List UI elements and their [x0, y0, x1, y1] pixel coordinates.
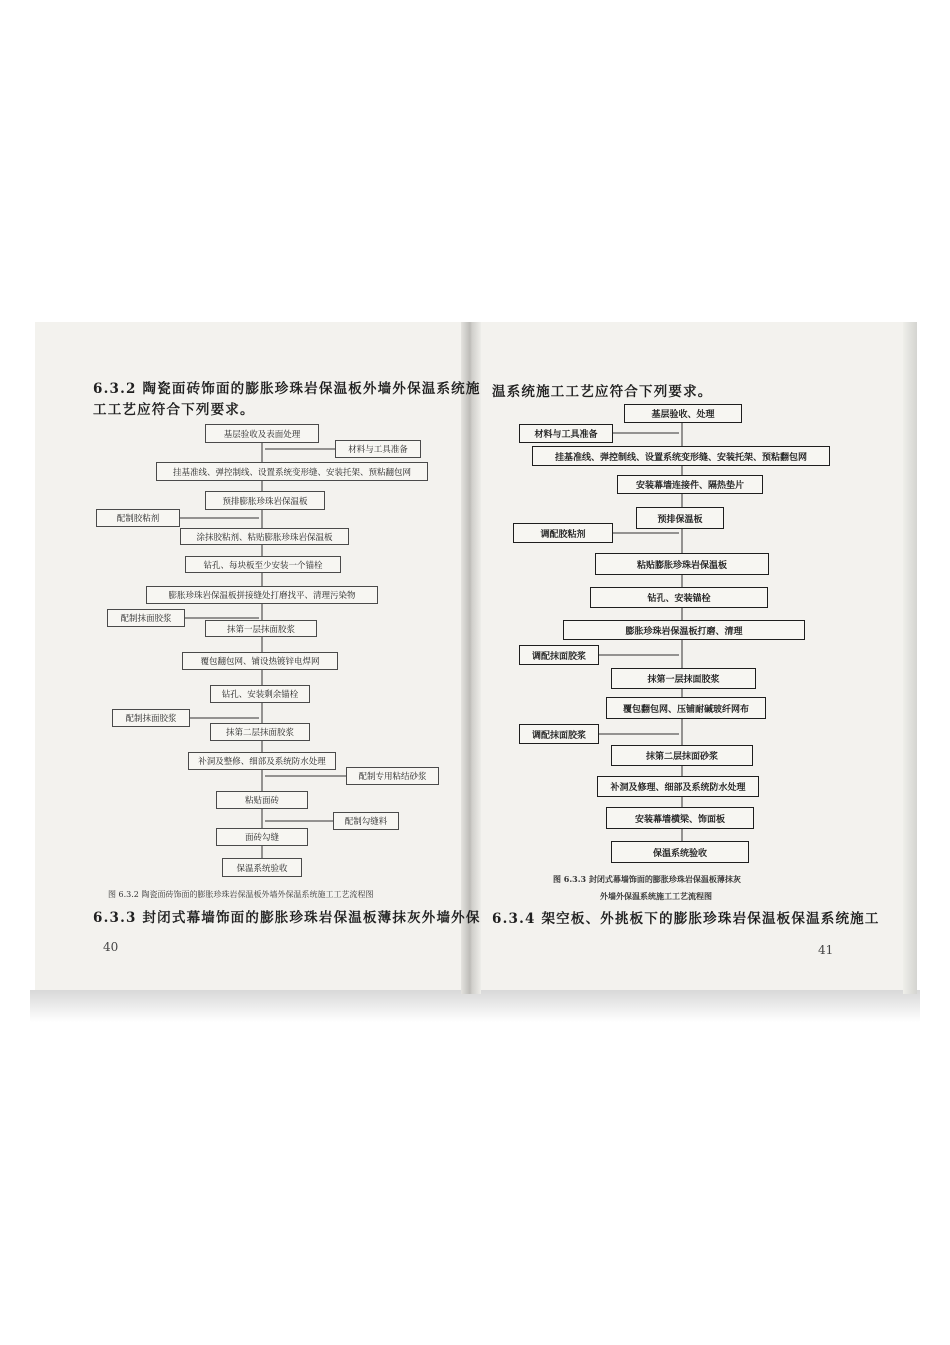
- left-step-repair-waterproof: 补洞及整修、细部及系统防水处理: [188, 752, 336, 770]
- section-heading-6-3-3: 6.3.3 封闭式幕墙饰面的膨胀珍珠岩保温板薄抹灰外墙外保: [93, 910, 481, 926]
- section-heading-6-3-3-cont: 温系统施工工艺应符合下列要求。: [492, 384, 713, 400]
- left-side-mix-tile-mortar: 配制专用粘结砂浆: [346, 767, 439, 785]
- right-step-install-connectors: 安装幕墙连接件、隔热垫片: [617, 475, 763, 494]
- section-heading-6-3-2-cont: 工工艺应符合下列要求。: [93, 402, 255, 418]
- left-step-baseline-setup: 挂基准线、弹控制线、设置系统变形缝、安装托架、预粘翻包网: [156, 462, 428, 481]
- left-step-first-coat: 抹第一层抹面胶浆: [205, 620, 317, 637]
- left-side-mix-grout: 配制勾缝料: [333, 812, 399, 830]
- left-step-wrap-mesh: 覆包翻包网、铺设热镀锌电焊网: [182, 652, 338, 670]
- right-step-wrap-mesh: 覆包翻包网、压铺耐碱玻纤网布: [606, 697, 766, 719]
- left-step-second-coat: 抹第二层抹面胶浆: [210, 723, 310, 741]
- right-step-baseline-setup: 挂基准线、弹控制线、设置系统变形缝、安装托架、预粘翻包网: [532, 446, 830, 466]
- right-step-final-acceptance: 保温系统验收: [611, 841, 749, 863]
- left-step-grout-tiles: 面砖勾缝: [216, 828, 308, 846]
- left-step-sand-joints: 膨胀珍珠岩保温板拼接缝处打磨找平、清理污染物: [146, 586, 378, 604]
- page-number-right: 41: [818, 943, 834, 957]
- left-step-drill-anchor: 钻孔、每块板至少安装一个锚栓: [185, 556, 341, 573]
- right-step-sand-clean: 膨胀珍珠岩保温板打磨、清理: [563, 620, 805, 640]
- left-side-mix-plaster-1: 配制抹面胶浆: [107, 609, 185, 627]
- right-step-repair-waterproof: 补洞及修理、细部及系统防水处理: [597, 776, 759, 797]
- section-heading-6-3-2: 6.3.2 陶瓷面砖饰面的膨胀珍珠岩保温板外墙外保温系统施: [93, 381, 481, 397]
- right-step-first-coat: 抹第一层抹面胶浆: [611, 668, 756, 689]
- left-side-mix-adhesive: 配制胶粘剂: [96, 509, 180, 527]
- left-side-material-prep: 材料与工具准备: [335, 440, 421, 458]
- figure-caption-6-3-2: 图 6.3.2 陶瓷面砖饰面的膨胀珍珠岩保温板外墙外保温系统施工工艺流程图: [108, 890, 374, 899]
- right-step-prelay-boards: 预排保温板: [636, 507, 724, 529]
- right-side-mix-adhesive: 调配胶粘剂: [513, 523, 613, 543]
- left-step-apply-adhesive: 涂抹胶粘剂、粘贴膨胀珍珠岩保温板: [180, 528, 349, 545]
- left-step-remaining-anchors: 钻孔、安装剩余锚栓: [210, 685, 310, 703]
- page-number-left: 40: [103, 940, 119, 954]
- figure-caption-6-3-3: 图 6.3.3 封闭式幕墙饰面的膨胀珍珠岩保温板薄抹灰: [553, 874, 741, 884]
- right-step-base-inspection: 基层验收、处理: [624, 404, 742, 423]
- right-step-second-coat: 抹第二层抹面砂浆: [611, 745, 753, 766]
- left-side-mix-plaster-2: 配制抹面胶浆: [112, 709, 190, 727]
- left-step-prelay-boards: 预排膨胀珍珠岩保温板: [205, 491, 325, 510]
- right-side-material-prep: 材料与工具准备: [519, 424, 613, 443]
- right-side-mix-plaster-2: 调配抹面胶浆: [519, 724, 599, 744]
- left-step-final-acceptance: 保温系统验收: [222, 858, 302, 877]
- left-step-lay-tiles: 粘贴面砖: [216, 791, 308, 809]
- right-side-mix-plaster-1: 调配抹面胶浆: [519, 645, 599, 665]
- left-step-base-inspection: 基层验收及表面处理: [205, 424, 319, 443]
- figure-caption-6-3-3-cont: 外墙外保温系统施工工艺流程图: [600, 891, 712, 901]
- right-step-install-panels: 安装幕墙横梁、饰面板: [606, 807, 754, 829]
- section-heading-6-3-4: 6.3.4 架空板、外挑板下的膨胀珍珠岩保温板保温系统施工: [492, 911, 880, 927]
- right-step-drill-anchor: 钻孔、安装锚栓: [590, 587, 768, 608]
- right-step-bond-boards: 粘贴膨胀珍珠岩保温板: [595, 553, 769, 575]
